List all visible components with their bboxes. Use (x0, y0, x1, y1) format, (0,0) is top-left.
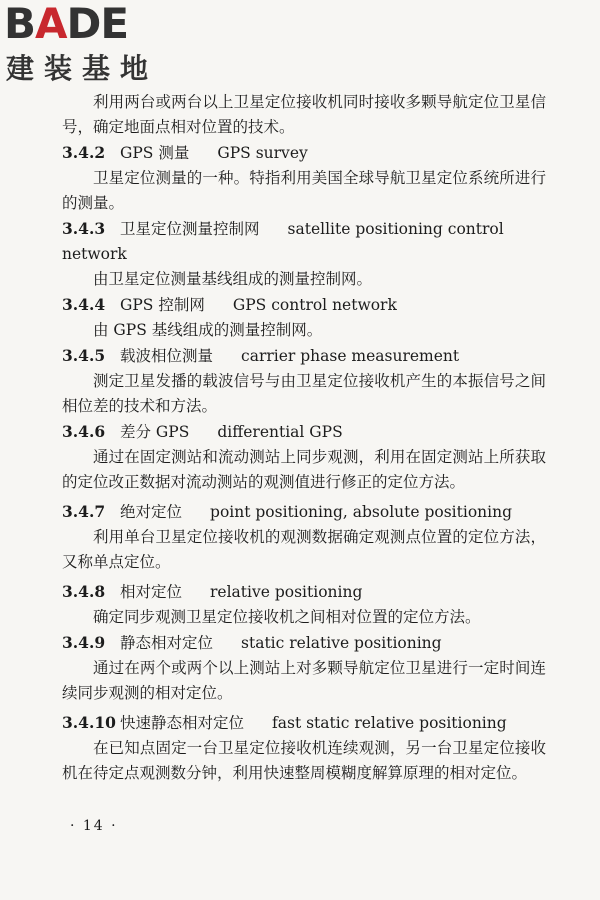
term-number: 3.4.2 (62, 143, 106, 162)
section-3-4-5 (62, 343, 546, 419)
term-description: 卫星定位测量的一种。特指利用美国全球导航卫星定位系统所进行的测量。 (62, 169, 546, 212)
logo-chinese: 建装基地 (6, 52, 159, 85)
term-english: GPS control network (232, 296, 397, 314)
logo-letters (4, 2, 128, 46)
term-chinese: 快速静态相对定位 (120, 714, 245, 732)
term-description: 由卫星定位测量基线组成的测量控制网。 (93, 270, 373, 288)
term-english: GPS survey (217, 144, 308, 162)
term-chinese: 卫星定位测量控制网 (120, 220, 260, 238)
term-chinese: 相对定位 (120, 583, 183, 601)
term-heading (62, 292, 546, 318)
section-3-4-8 (62, 579, 546, 630)
term-description: 通过在固定测站和流动测站上同步观测，利用在固定测站上所获取的定位改正数据对流动测站的观测值进行修正的定位方法。 (62, 448, 546, 491)
section-3-4-7 (62, 499, 546, 575)
term-heading (62, 630, 546, 656)
term-heading (62, 499, 546, 525)
section-3-4-9 (62, 630, 546, 706)
term-number: 3.4.5 (62, 346, 106, 365)
term-heading (62, 579, 546, 605)
term-number: 3.4.9 (62, 633, 106, 652)
term-number: 3.4.3 (62, 219, 106, 238)
term-chinese: 载波相位测量 (120, 347, 214, 365)
term-description: 通过在两个或两个以上测站上对多颗导航定位卫星进行一定时间连续同步观测的相对定位。 (62, 659, 546, 702)
term-heading (62, 710, 546, 736)
term-description: 在已知点固定一台卫星定位接收机连续观测，另一台卫星定位接收机在待定点观测数分钟，利用快速整周模糊度解算原理的相对定位。 (62, 739, 546, 782)
term-chinese: GPS 控制网 (120, 296, 205, 314)
term-chinese: 差分 GPS (120, 423, 190, 441)
term-english: differential GPS (217, 423, 343, 441)
term-heading (62, 216, 546, 267)
term-heading (62, 419, 546, 445)
term-english: fast static relative positioning (272, 714, 507, 732)
term-chinese: GPS 测量 (120, 144, 190, 162)
bade-logo (4, 2, 179, 88)
term-english: relative positioning (210, 583, 363, 601)
section-3-4-2 (62, 140, 546, 216)
term-description: 测定卫星发播的载波信号与由卫星定位接收机产生的本振信号之间相位差的技术和方法。 (62, 372, 546, 415)
term-number: 3.4.7 (62, 502, 106, 521)
section-3-4-6 (62, 419, 546, 495)
term-english: carrier phase measurement (241, 347, 460, 365)
term-description: 利用单台卫星定位接收机的观测数据确定观测点位置的定位方法，又称单点定位。 (62, 528, 546, 571)
term-english: satellite positioning control network (62, 220, 504, 263)
document-body (62, 90, 546, 786)
term-heading (62, 343, 546, 369)
logo-letter-de: DE (66, 0, 129, 48)
term-number: 3.4.10 (62, 713, 116, 732)
term-number: 3.4.8 (62, 582, 106, 601)
term-chinese: 绝对定位 (120, 503, 183, 521)
term-number: 3.4.6 (62, 422, 106, 441)
intro-paragraph: 利用两台或两台以上卫星定位接收机同时接收多颗导航定位卫星信号，确定地面点相对位置的技术。 (62, 93, 546, 136)
term-description: 确定同步观测卫星定位接收机之间相对位置的定位方法。 (93, 608, 481, 626)
term-english: static relative positioning (241, 634, 442, 652)
logo-letter-a: A (35, 0, 67, 48)
section-3-4-4 (62, 292, 546, 343)
logo-letter-b: B (4, 0, 36, 48)
page-number: · 14 · (70, 818, 118, 834)
term-heading (62, 140, 546, 166)
term-description: 由 GPS 基线组成的测量控制网。 (93, 321, 323, 339)
section-3-4-10 (62, 710, 546, 786)
term-chinese: 静态相对定位 (120, 634, 214, 652)
term-english: point positioning, absolute positioning (210, 503, 512, 521)
term-number: 3.4.4 (62, 295, 106, 314)
section-3-4-3 (62, 216, 546, 292)
